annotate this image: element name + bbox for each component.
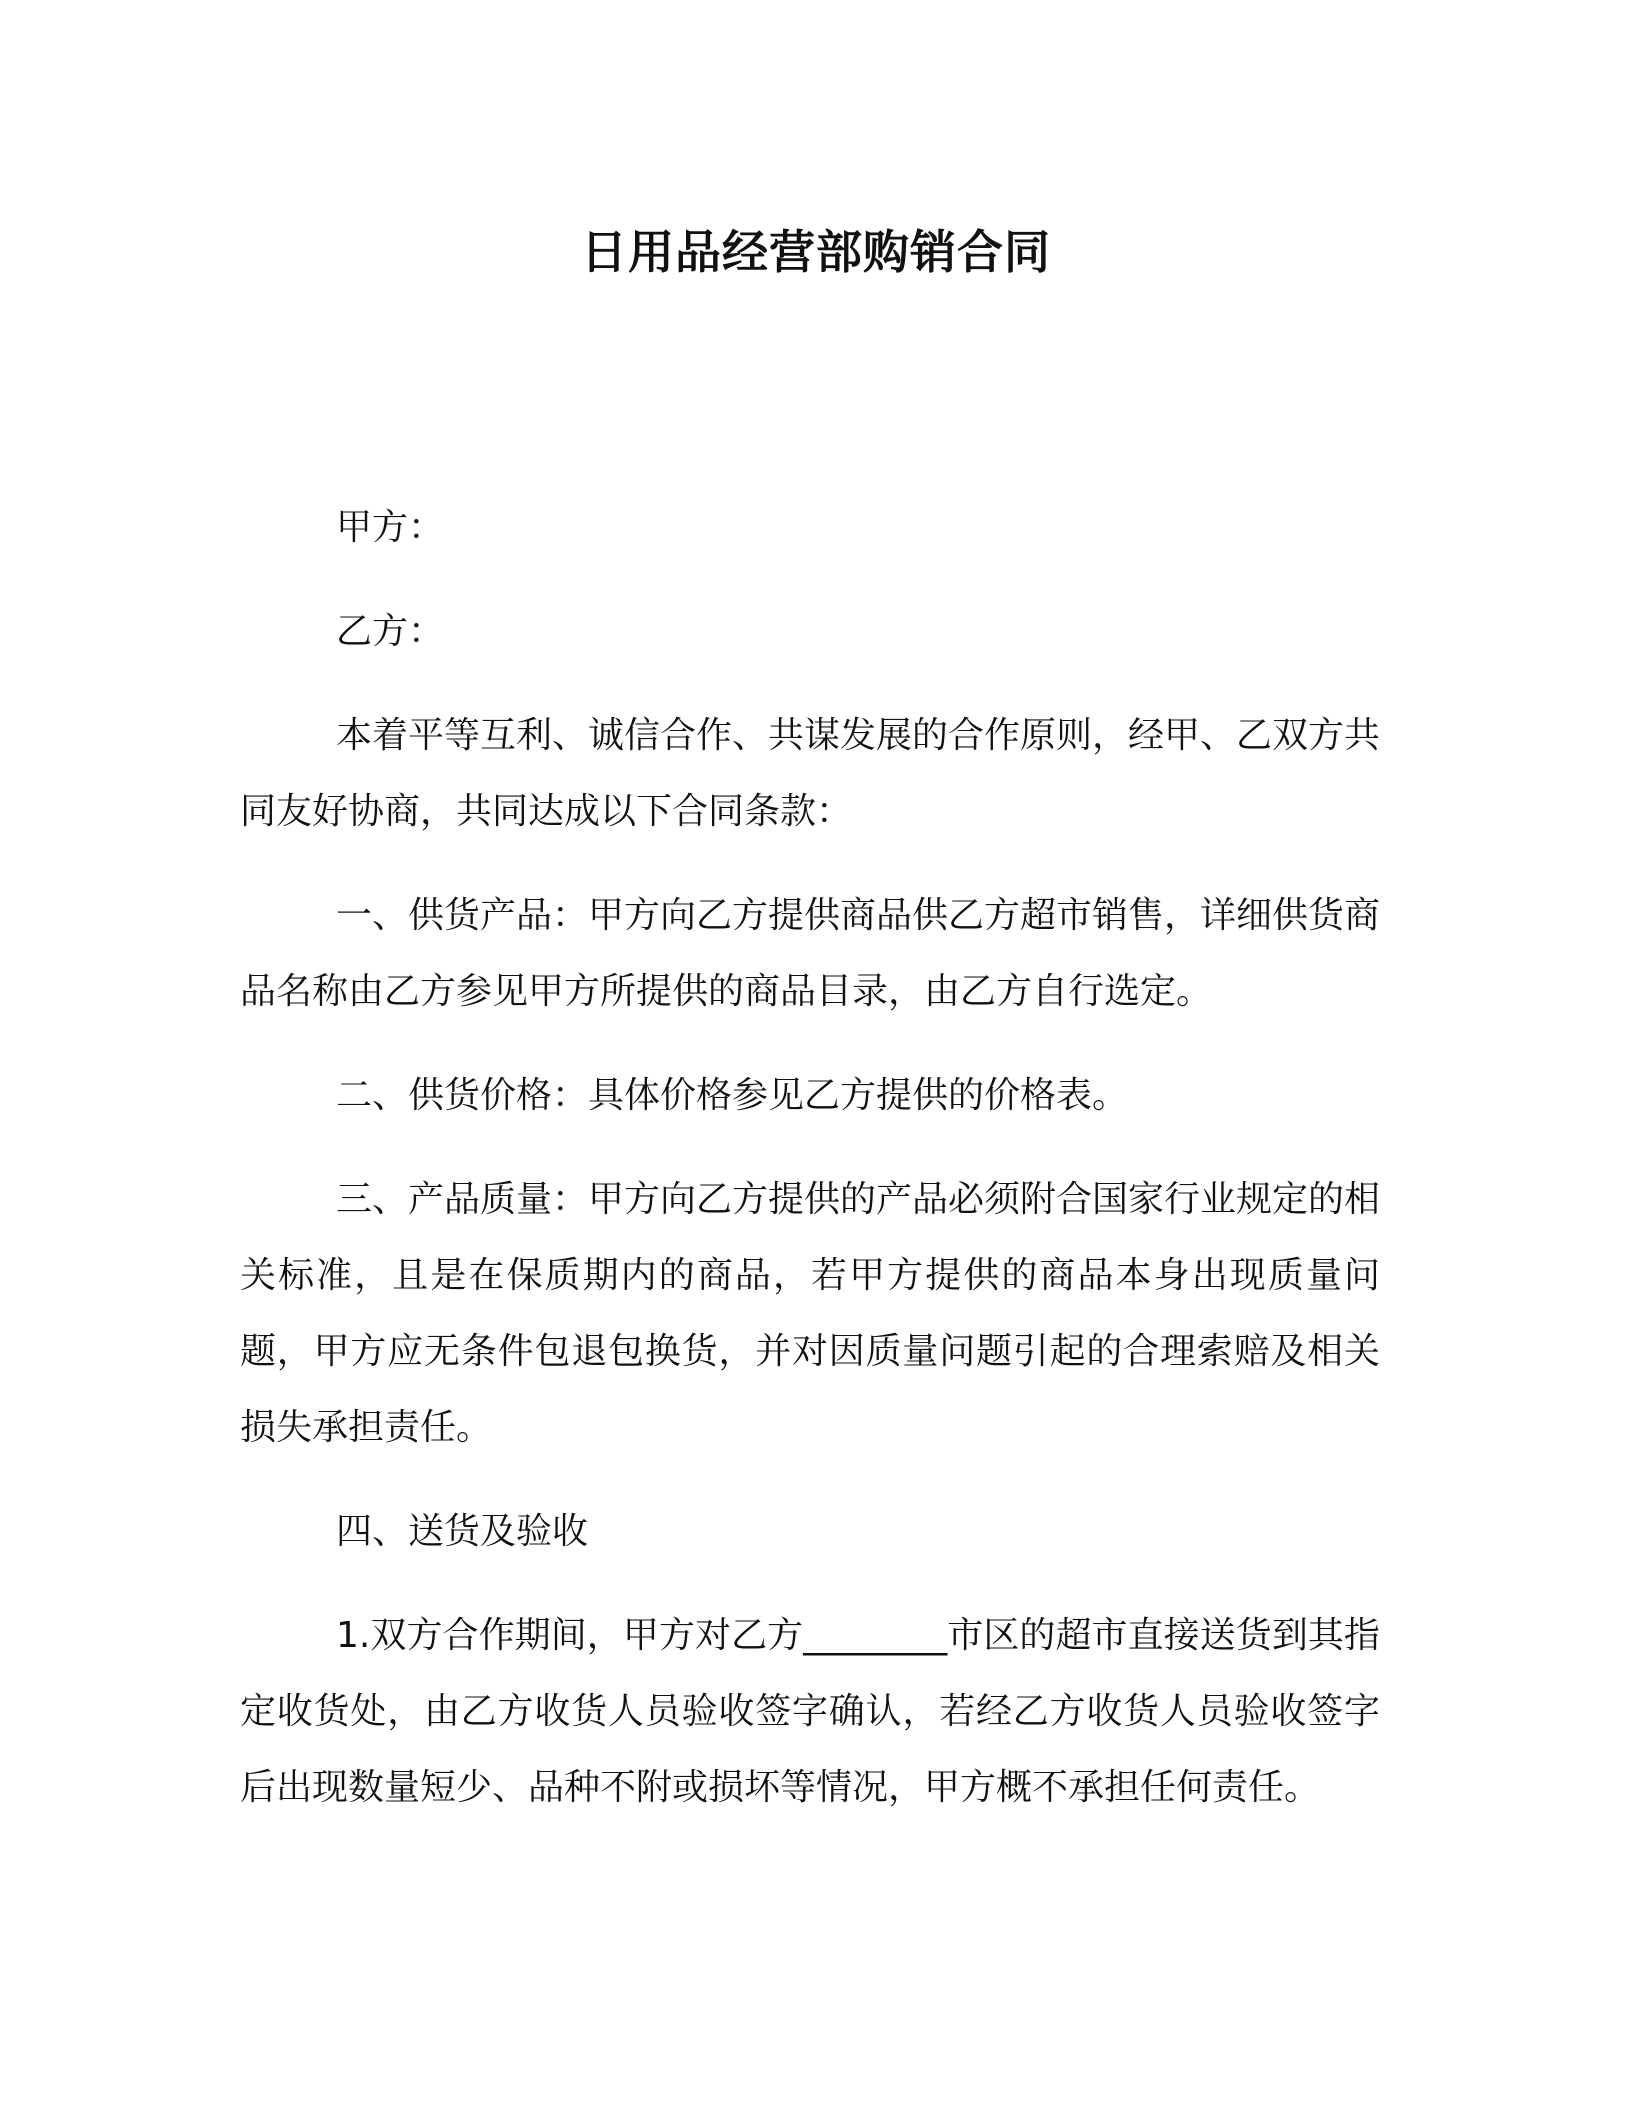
clause-3-product-quality: 三、产品质量：甲方向乙方提供的产品必须附合国家行业规定的相关标准，且是在保质期内的商品，若甲方提供的商品本身出现质量问题，甲方应无条件包退包换货，并对因质量问题引起的合理索赔及相关损失承担责任。: [240, 1179, 1381, 1448]
clause-2-supply-price: 二、供货价格：具体价格参见乙方提供的价格表。: [336, 1075, 1129, 1116]
party-a-line: 甲方：: [336, 507, 445, 548]
document-body: [240, 490, 1380, 1854]
document-title: 日用品经营部购销合同: [581, 225, 1051, 279]
party-b-line: 乙方：: [336, 611, 445, 652]
preamble-paragraph: 本着平等互利、诚信合作、共谋发展的合作原则，经甲、乙双方共同友好协商，共同达成以下合同条款：: [240, 715, 1381, 832]
clause-4-heading: 四、送货及验收: [336, 1511, 589, 1552]
clause-1-supply-products: 一、供货产品：甲方向乙方提供商品供乙方超市销售，详细供货商品名称由乙方参见甲方所提供的商品目录，由乙方自行选定。: [240, 895, 1381, 1012]
clause-4-item-1: 1.双方合作期间，甲方对乙方________市区的超市直接送货到其指定收货处，由乙方收货人员验收签字确认，若经乙方收货人员验收签字后出现数量短少、品种不附或损坏等情况，甲方概不承担任何责任。: [240, 1615, 1380, 1808]
